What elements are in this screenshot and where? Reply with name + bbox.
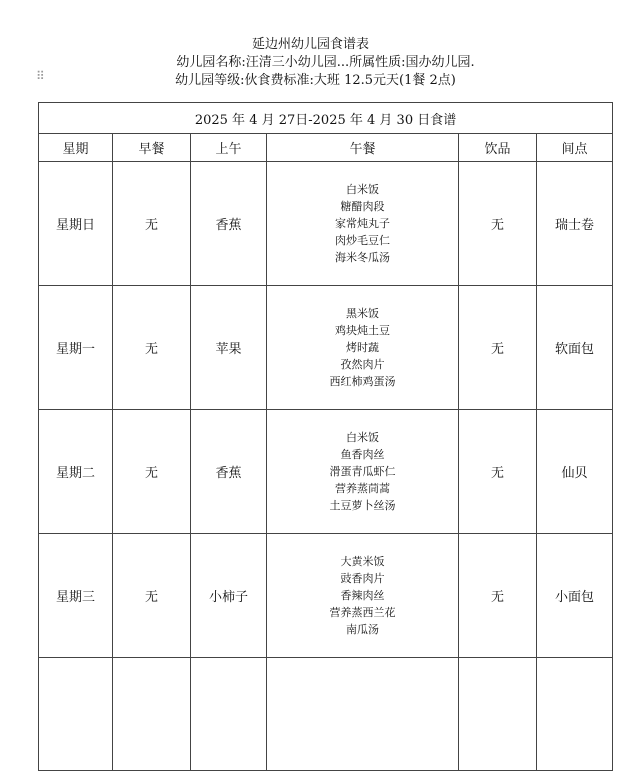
lunch-dish: 海米冬瓜汤 (335, 251, 390, 264)
empty-cell[interactable] (113, 658, 191, 771)
morning-cell[interactable]: 香蕉 (191, 162, 267, 286)
kindergarten-level-info: 幼儿园等级:伙食费标准:大班 12.5元天(1餐 2点) (175, 73, 456, 88)
lunch-dish: 烤时蔬 (346, 341, 379, 354)
lunch-dish: 孜然肉片 (340, 358, 385, 371)
lunch-cell[interactable] (267, 410, 459, 534)
lunch-dish: 糖醋肉段 (340, 200, 385, 213)
empty-cell[interactable] (459, 658, 537, 771)
lunch-dish: 土豆萝卜丝汤 (329, 499, 396, 512)
lunch-dish: 鸡块炖土豆 (335, 324, 390, 337)
column-header-weekday[interactable]: 星期 (39, 134, 113, 162)
weekday-cell[interactable]: 星期日 (39, 162, 113, 286)
lunch-dish: 西红柿鸡蛋汤 (329, 375, 396, 388)
table-row (39, 162, 613, 286)
breakfast-cell[interactable]: 无 (113, 286, 191, 410)
snack-cell[interactable]: 小面包 (537, 534, 613, 658)
lunch-dish: 滑蛋青瓜虾仁 (329, 465, 396, 478)
table-header-row (39, 134, 613, 162)
drink-cell[interactable]: 无 (459, 286, 537, 410)
empty-cell[interactable] (39, 658, 113, 771)
empty-cell[interactable] (267, 658, 459, 771)
lunch-dish: 营养蒸茼蒿 (335, 482, 390, 495)
lunch-dish: 南瓜汤 (346, 623, 379, 636)
lunch-dish: 香辣肉丝 (340, 589, 385, 602)
weekday-cell[interactable]: 星期三 (39, 534, 113, 658)
snack-cell[interactable]: 仙贝 (537, 410, 613, 534)
document-header (0, 36, 621, 90)
empty-table-row (39, 658, 613, 771)
snack-cell[interactable]: 瑞士卷 (537, 162, 613, 286)
column-header-breakfast[interactable]: 早餐 (113, 134, 191, 162)
table-row (39, 410, 613, 534)
drink-cell[interactable]: 无 (459, 410, 537, 534)
lunch-cell[interactable] (267, 534, 459, 658)
kindergarten-info: 幼儿园名称:汪清三小幼儿园...所属性质:国办幼儿园. (176, 55, 475, 70)
date-range-cell[interactable]: 2025 年 4 月 27日-2025 年 4 月 30 日食谱 (39, 103, 613, 134)
snack-cell[interactable]: 软面包 (537, 286, 613, 410)
morning-cell[interactable]: 苹果 (191, 286, 267, 410)
column-header-drink[interactable]: 饮品 (459, 134, 537, 162)
weekday-cell[interactable]: 星期二 (39, 410, 113, 534)
drink-cell[interactable]: 无 (459, 162, 537, 286)
empty-cell[interactable] (537, 658, 613, 771)
lunch-dish: 大黄米饭 (340, 555, 385, 568)
column-header-snack[interactable]: 间点 (537, 134, 613, 162)
breakfast-cell[interactable]: 无 (113, 410, 191, 534)
date-range-row (39, 103, 613, 134)
lunch-dish: 营养蒸西兰花 (329, 606, 396, 619)
lunch-dish: 肉炒毛豆仁 (335, 234, 390, 247)
lunch-dish: 鱼香肉丝 (340, 448, 385, 461)
breakfast-cell[interactable]: 无 (113, 534, 191, 658)
empty-cell[interactable] (191, 658, 267, 771)
menu-table (38, 102, 613, 771)
column-header-lunch[interactable]: 午餐 (267, 134, 459, 162)
weekday-cell[interactable]: 星期一 (39, 286, 113, 410)
lunch-cell[interactable] (267, 286, 459, 410)
document-title: 延边州幼儿园食谱表 (251, 37, 369, 52)
lunch-dish: 家常炖丸子 (335, 217, 390, 230)
morning-cell[interactable]: 小柿子 (191, 534, 267, 658)
lunch-dish: 豉香肉片 (340, 572, 385, 585)
table-row (39, 534, 613, 658)
lunch-cell[interactable] (267, 162, 459, 286)
drink-cell[interactable]: 无 (459, 534, 537, 658)
column-header-morning[interactable]: 上午 (191, 134, 267, 162)
lunch-dish: 白米饭 (346, 183, 379, 196)
morning-cell[interactable]: 香蕉 (191, 410, 267, 534)
breakfast-cell[interactable]: 无 (113, 162, 191, 286)
lunch-dish: 黑米饭 (346, 307, 379, 320)
lunch-dish: 白米饭 (346, 431, 379, 444)
table-row (39, 286, 613, 410)
table-drag-handle-icon[interactable]: ⠿ (36, 69, 46, 83)
